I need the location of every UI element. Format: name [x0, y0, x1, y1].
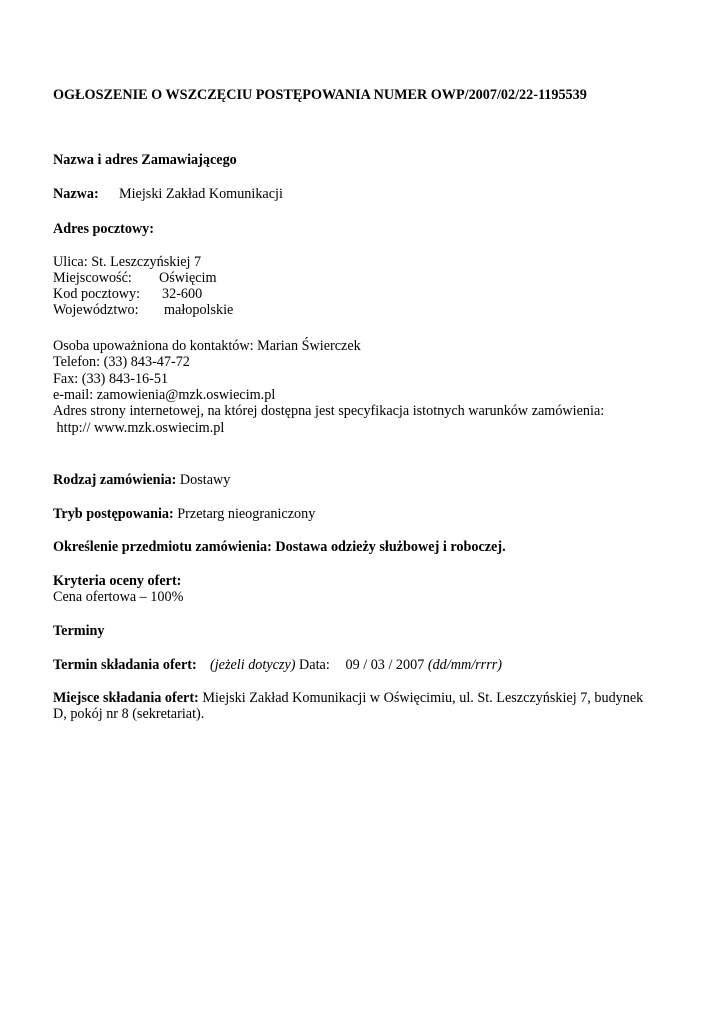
postcode-row [53, 286, 202, 302]
fax-line: Fax: (33) 843-16-51 [53, 371, 169, 387]
website-url: http:// www.mzk.oswiecim.pl [53, 420, 225, 436]
buyer-name-value: Miejski Zakład Komunikacji [119, 186, 283, 202]
submission-place-label: Miejsce składania ofert: [53, 690, 199, 706]
contact-person-line: Osoba upoważniona do kontaktów: Marian Świerczek [53, 338, 361, 354]
procedure-value: Przetarg nieograniczony [173, 506, 316, 522]
deadline-note: (jeżeli dotyczy) [210, 657, 296, 673]
submission-place-row [53, 690, 643, 706]
buyer-name-row [53, 186, 283, 202]
submission-place-value-2: D, pokój nr 8 (sekretariat). [53, 706, 205, 722]
procedure-label: Tryb postępowania: [53, 506, 174, 522]
procedure-row [53, 506, 315, 522]
voivodeship-label: Województwo: [53, 302, 139, 318]
date-value: 09 / 03 / 2007 [345, 657, 425, 673]
order-type-value: Dostawy [176, 472, 231, 488]
order-type-label: Rodzaj zamówienia: [53, 472, 177, 488]
street-line: Ulica: St. Leszczyńskiej 7 [53, 254, 202, 270]
criteria-heading: Kryteria oceny ofert: [53, 573, 182, 589]
phone-line: Telefon: (33) 843-47-72 [53, 354, 190, 370]
postcode-label: Kod pocztowy: [53, 286, 141, 302]
city-label: Miejscowość: [53, 270, 132, 286]
date-format: (dd/mm/rrrr) [424, 657, 502, 673]
order-type-row [53, 472, 230, 488]
voivodeship-row [53, 302, 233, 318]
terms-heading: Terminy [53, 623, 105, 639]
criteria-value: Cena ofertowa – 100% [53, 589, 184, 605]
order-subject-line: Określenie przedmiotu zamówienia: Dostawa odzieży służbowej i roboczej. [53, 539, 506, 555]
city-value: Oświęcim [159, 270, 217, 286]
postcode-value: 32-600 [162, 286, 203, 302]
document-title: OGŁOSZENIE O WSZCZĘCIU POSTĘPOWANIA NUMER OWP/2007/02/22-1195539 [53, 87, 587, 103]
section-heading-buyer: Nazwa i adres Zamawiającego [53, 152, 237, 168]
deadline-row [53, 657, 502, 673]
date-label: Data: [295, 657, 330, 673]
voivodeship-value: małopolskie [164, 302, 234, 318]
postal-address-heading: Adres pocztowy: [53, 221, 155, 237]
submission-place-value-1: Miejski Zakład Komunikacji w Oświęcimiu, ul. St. Leszczyńskiej 7, budynek [198, 690, 644, 706]
email-line: e-mail: zamowienia@mzk.oswiecim.pl [53, 387, 276, 403]
deadline-label: Termin składania ofert: [53, 657, 197, 673]
city-row [53, 270, 217, 286]
buyer-name-label: Nazwa: [53, 186, 99, 202]
website-description: Adres strony internetowej, na której dostępna jest specyfikacja istotnych warunków zamówienia: [53, 403, 605, 419]
